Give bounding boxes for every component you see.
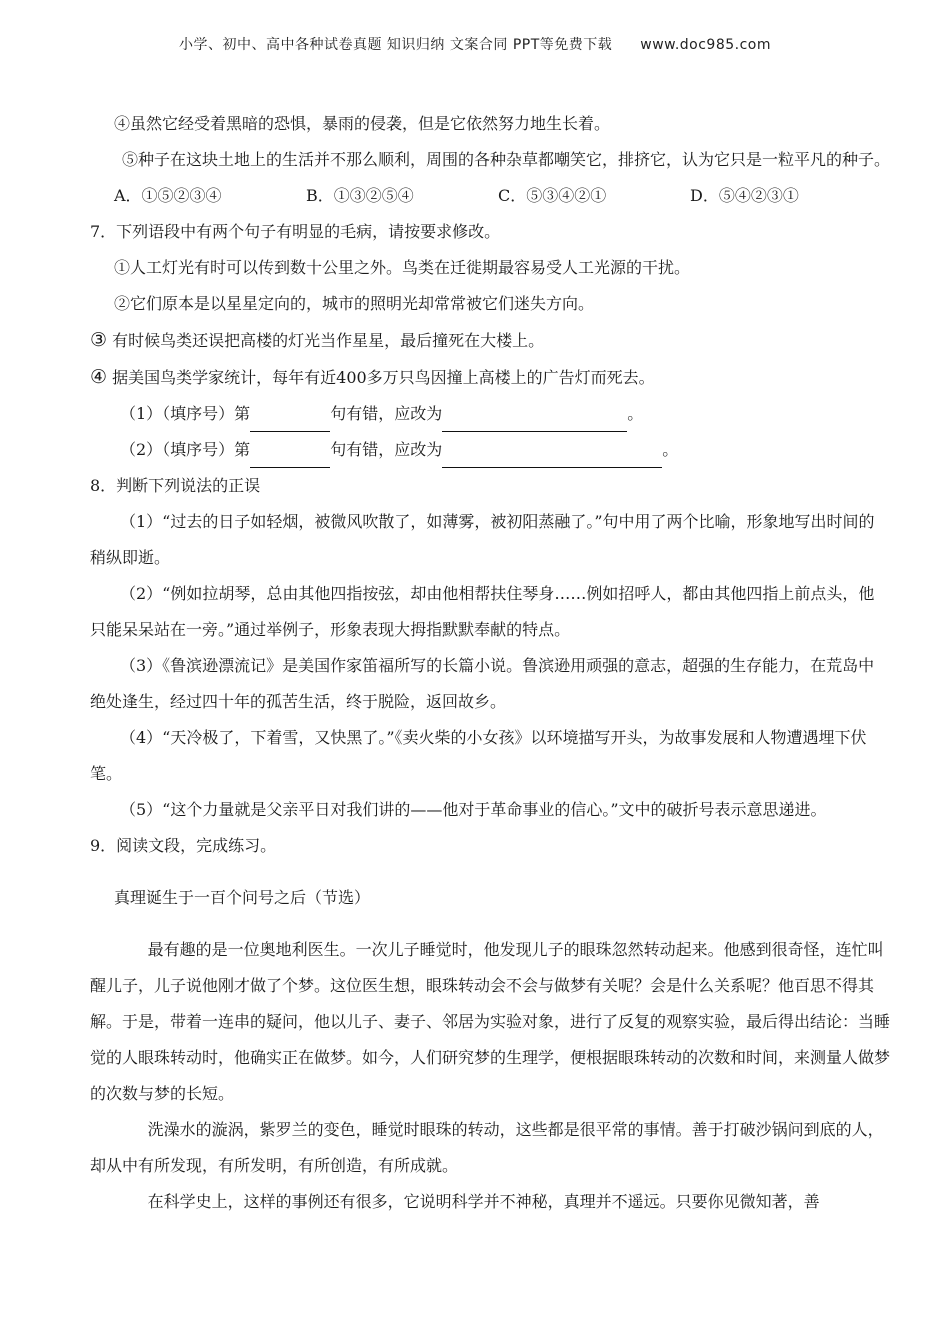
q6-options [90,178,890,214]
q9-title: 9．阅读文段，完成练习。 [90,836,277,855]
page-header [0,34,950,54]
q8-item-3: （3）《鲁滨逊漂流记》是美国作家笛福所写的长篇小说。鲁滨逊用顽强的意志，超强的生存能力，在荒岛中绝处逢生，经过四十年的孤苦生活，终于脱险，返回故乡。 [90,656,875,711]
q9-paragraph-3: 在科学史上，这样的事例还有很多，它说明科学并不神秘，真理并不遥远。只要你见微知著，善 [147,1192,820,1211]
q7-fill2-blank-number[interactable] [250,445,330,468]
q8-item-1: （1）“过去的日子如轻烟，被微风吹散了，如薄雾，被初阳蒸融了。”句中用了两个比喻，形象地写出时间的稍纵即逝。 [90,512,875,567]
q6-option-d: D．⑤④②③① [690,186,799,205]
q6-sentence-4: ④虽然它经受着黑暗的恐惧，暴雨的侵袭，但是它依然努力地生长着。 [114,114,611,133]
q9-paragraph-2: 洗澡水的漩涡，紫罗兰的变色，睡觉时眼珠的转动，这些都是很平常的事情。善于打破沙锅问到底的人，却从中有所发现，有所发明，有所创造，有所成就。 [90,1120,884,1175]
q7-fill-2 [90,432,890,468]
q9-passage-title: 真理诞生于一百个问号之后（节选） [114,888,371,907]
q7-s4-text: 据美国鸟类学家统计，每年有近400多万只鸟因撞上高楼上的广告灯而死去。 [112,368,655,387]
q7-s4-number: ④ [90,366,108,388]
q7-fill1-end: 。 [627,404,644,423]
q7-fill1-blank-answer[interactable] [442,409,627,432]
q7-fill2-blank-answer[interactable] [442,445,662,468]
q7-sentence-4 [90,359,890,396]
q6-sentence-5: ⑤种子在这块土地上的生活并不那么顺利，周围的各种杂草都嘲笑它，排挤它，认为它只是一粒平凡的种子。 [122,150,891,169]
q6-option-a: A．①⑤②③④ [114,186,222,205]
q7-fill-1 [90,396,890,432]
q7-fill2-middle: 句有错，应改为 [330,440,443,459]
header-url[interactable]: www.doc985.com [640,37,772,53]
q7-sentence-1: ①人工灯光有时可以传到数十公里之外。鸟类在迁徙期最容易受人工光源的干扰。 [114,258,691,277]
q7-title: 7．下列语段中有两个句子有明显的毛病，请按要求修改。 [90,222,501,241]
q6-option-c: C．⑤③④②① [498,186,607,205]
q9-paragraph-1: 最有趣的是一位奥地利医生。一次儿子睡觉时，他发现儿子的眼珠忽然转动起来。他感到很奇怪，连忙叫醒儿子，儿子说他刚才做了个梦。这位医生想，眼珠转动会不会与做梦有关呢？会是什么关系呢？他百思不得其解。于是，带着一连串的疑问，他以儿子、妻子、邻居为实验对象，进行了反复的观察实验，最后得出结论：当睡觉的人眼珠转动时，他确实正在做梦。如今，人们研究梦的生理学，便根据眼珠转动的次数和时间，来测量人做梦的次数与梦的长短。 [90,940,891,1103]
q7-fill2-end: 。 [662,440,679,459]
q7-sentence-2: ②它们原本是以星星定向的，城市的照明光却常常被它们迷失方向。 [114,294,595,313]
q7-fill2-prefix: （2）（填序号）第 [120,440,251,459]
q7-s3-number: ③ [90,329,108,351]
document-body [90,106,890,1220]
q7-fill1-blank-number[interactable] [250,409,330,432]
q7-sentence-3 [90,322,890,359]
q6-option-b: B．①③②⑤④ [306,186,414,205]
q8-item-5: （5）“这个力量就是父亲平日对我们讲的——他对于革命事业的信心。”文中的破折号表示意思递进。 [120,800,827,819]
q8-title: 8．判断下列说法的正误 [90,476,261,495]
q7-fill1-prefix: （1）（填序号）第 [120,404,251,423]
q8-item-2: （2）“例如拉胡琴，总由其他四指按弦，却由他相帮扶住琴身……例如招呼人，都由其他四指上前点头，他只能呆呆站在一旁。”通过举例子，形象表现大拇指默默奉献的特点。 [90,584,875,639]
q8-item-4: （4）“天冷极了，下着雪，又快黑了。”《卖火柴的小女孩》以环境描写开头，为故事发展和人物遭遇埋下伏笔。 [90,728,867,783]
q7-s3-text: 有时候鸟类还误把高楼的灯光当作星星，最后撞死在大楼上。 [112,331,545,350]
q7-fill1-middle: 句有错，应改为 [330,404,443,423]
header-text: 小学、初中、高中各种试卷真题 知识归纳 文案合同 PPT等免费下载 [178,37,613,53]
